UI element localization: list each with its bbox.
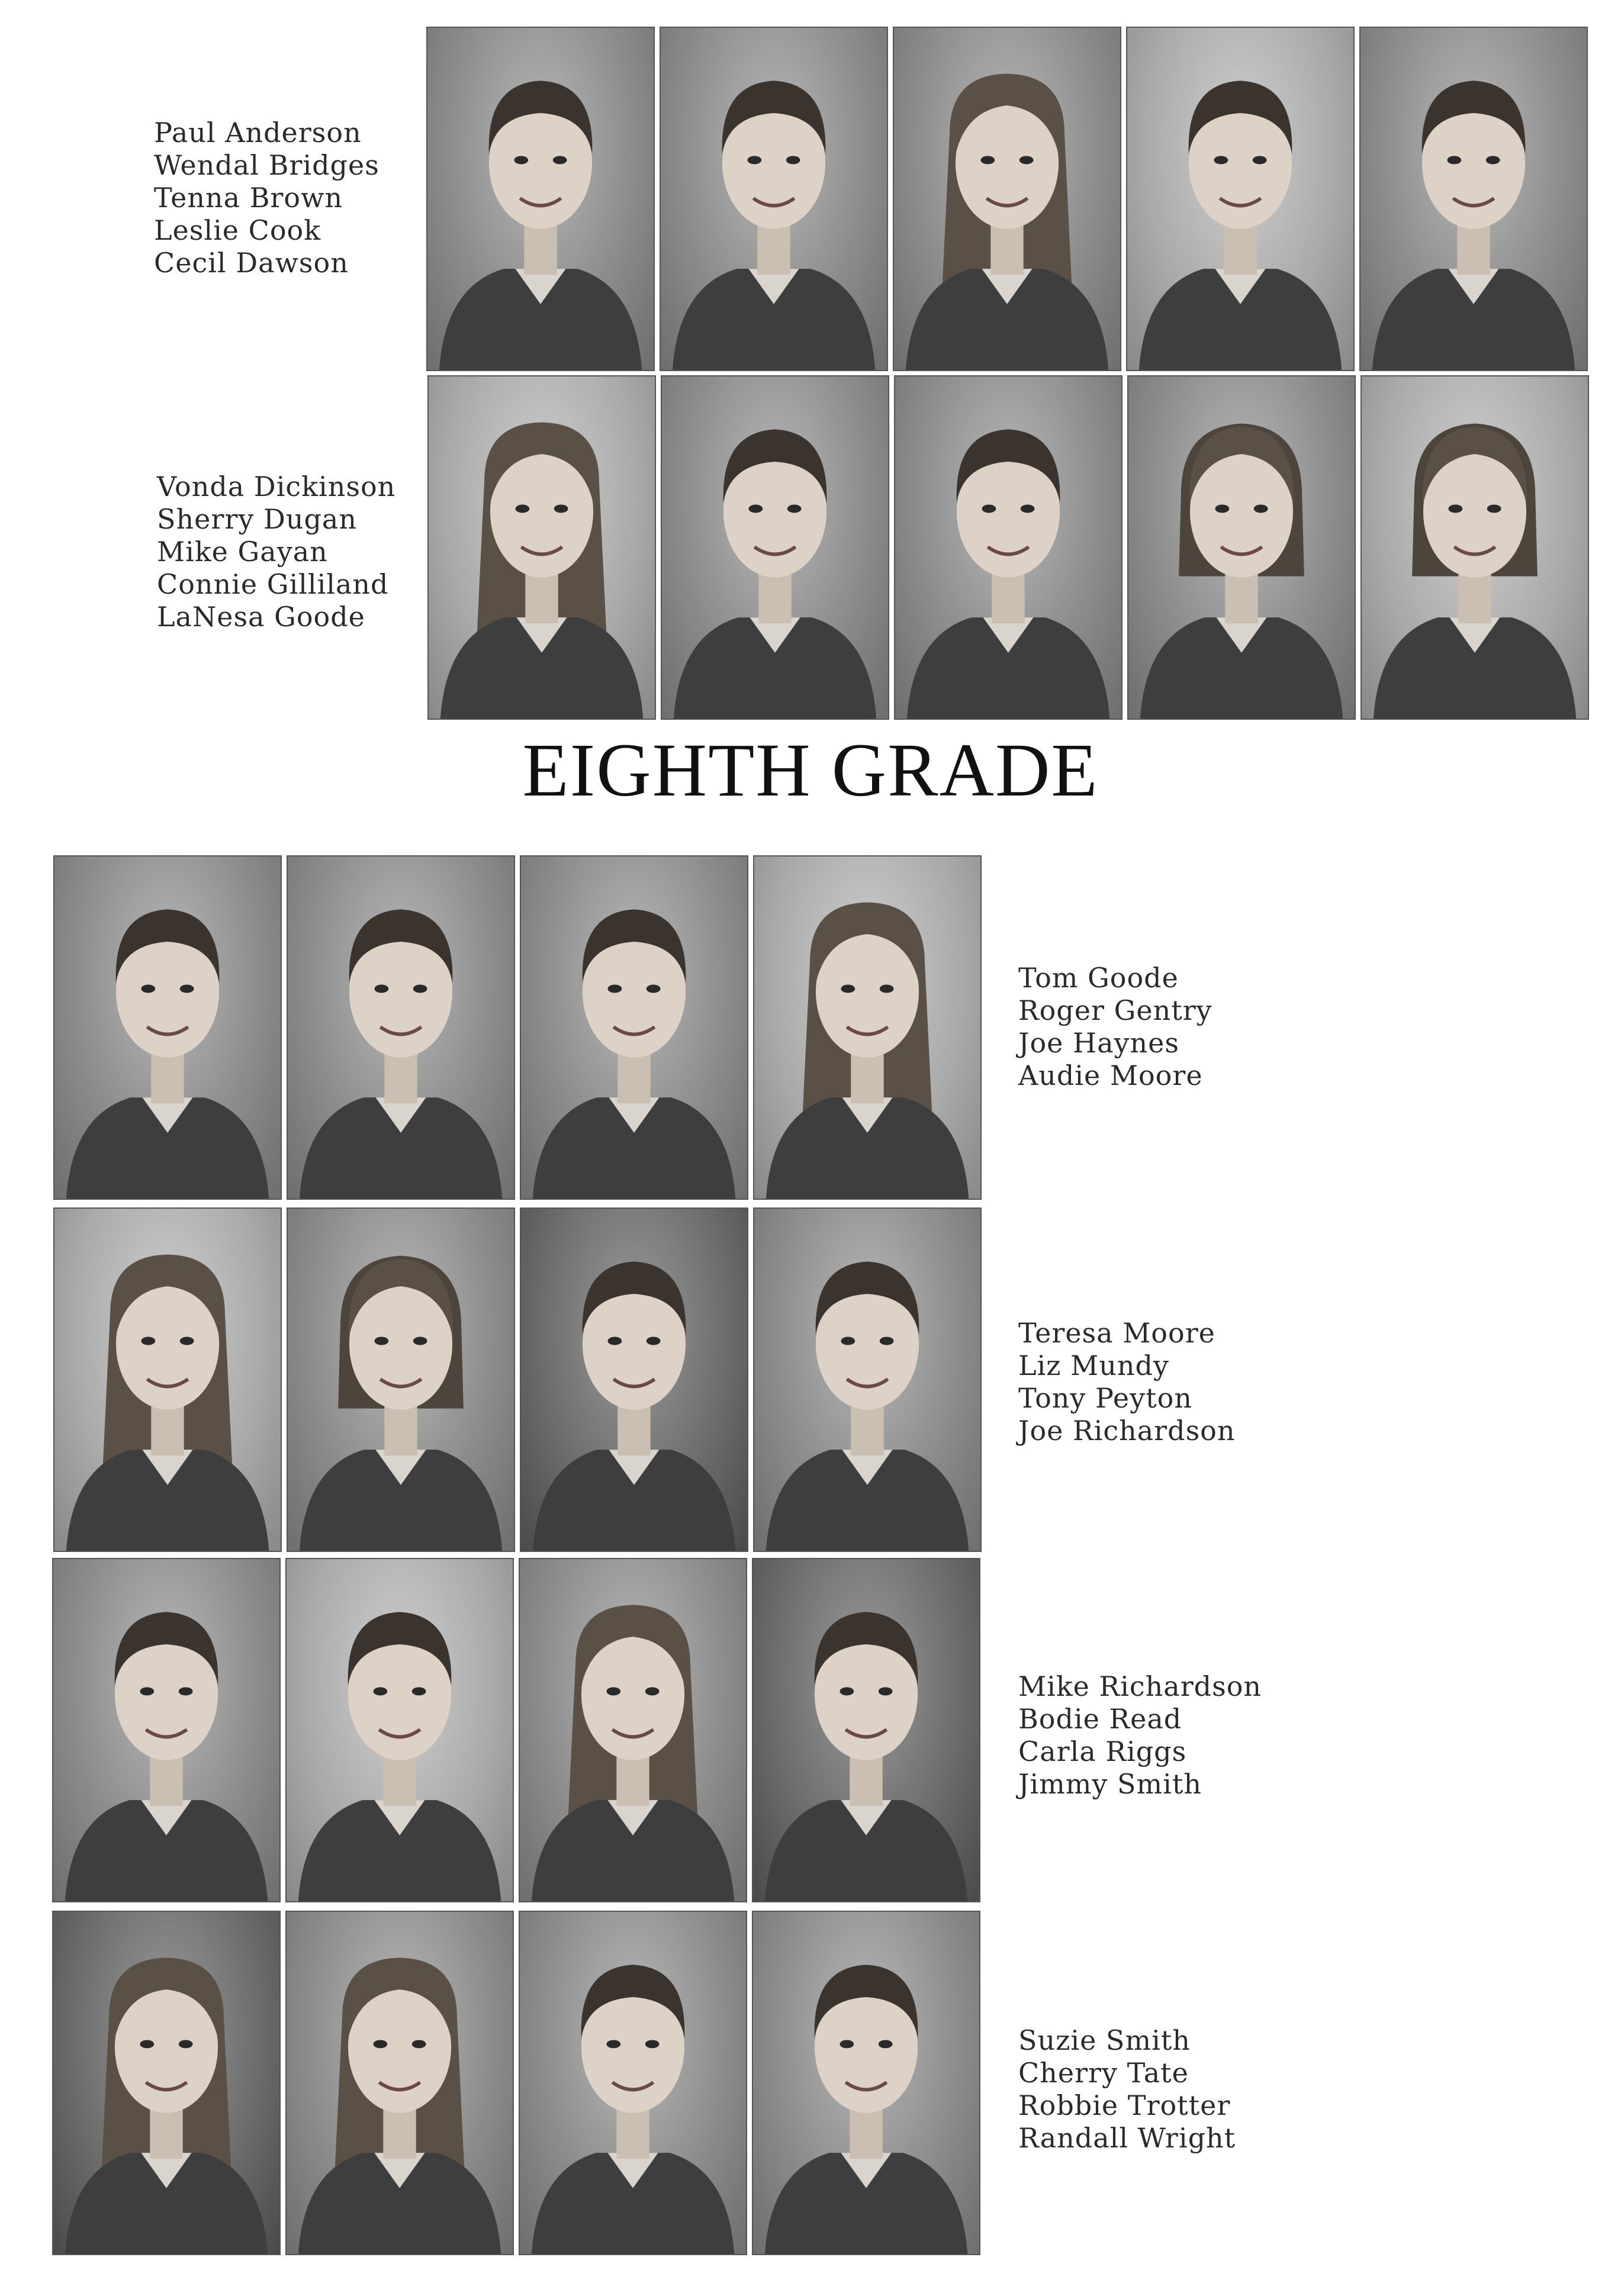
student-name: Roger Gentry — [1018, 994, 1212, 1026]
student-name: Teresa Moore — [1018, 1317, 1215, 1349]
student-name: Wendal Bridges — [154, 149, 379, 181]
student-portrait — [1126, 27, 1355, 371]
student-portrait — [287, 855, 515, 1200]
student-portrait — [52, 1558, 281, 1902]
student-portrait — [1127, 375, 1356, 720]
student-portrait — [894, 375, 1123, 720]
student-portrait — [520, 855, 748, 1200]
student-name: Liz Mundy — [1018, 1350, 1169, 1382]
student-name: Mike Gayan — [157, 536, 328, 568]
student-name: Randall Wright — [1018, 2122, 1236, 2154]
student-name: Mike Richardson — [1018, 1670, 1262, 1702]
student-portrait — [285, 1558, 514, 1902]
student-portrait — [752, 1558, 980, 1902]
student-portrait — [660, 27, 888, 371]
student-portrait — [426, 27, 655, 371]
name-list-group-5 — [1018, 1670, 1262, 1801]
student-portrait — [519, 1911, 747, 2255]
photo-row-5 — [52, 1558, 980, 1902]
student-name: Paul Anderson — [154, 117, 362, 149]
name-list-group-2 — [157, 471, 395, 633]
name-list-group-3 — [1018, 962, 1212, 1092]
student-portrait — [752, 1911, 980, 2255]
student-portrait — [287, 1207, 515, 1552]
photo-row-2 — [427, 375, 1589, 720]
page-title: EIGHTH GRADE — [522, 728, 1099, 812]
student-portrait — [520, 1207, 748, 1552]
student-name: Joe Haynes — [1018, 1027, 1179, 1059]
student-name: Vonda Dickinson — [157, 471, 396, 503]
name-list-group-1 — [154, 117, 379, 279]
student-portrait — [52, 1911, 281, 2255]
student-name: Audie Moore — [1018, 1060, 1203, 1091]
student-name: Tom Goode — [1018, 962, 1179, 994]
student-portrait — [1361, 375, 1589, 720]
student-name: Joe Richardson — [1018, 1415, 1236, 1447]
student-portrait — [427, 375, 656, 720]
student-name: Robbie Trotter — [1018, 2089, 1231, 2121]
student-name: LaNesa Goode — [157, 601, 365, 633]
student-name: Connie Gilliland — [157, 568, 389, 600]
student-name: Cecil Dawson — [154, 247, 349, 279]
student-portrait — [753, 855, 982, 1200]
student-name: Cherry Tate — [1018, 2057, 1189, 2089]
student-portrait — [53, 1207, 282, 1552]
student-name: Jimmy Smith — [1018, 1768, 1202, 1800]
student-name: Carla Riggs — [1018, 1735, 1187, 1767]
student-name: Tony Peyton — [1018, 1382, 1192, 1414]
student-portrait — [1359, 27, 1588, 371]
photo-row-6 — [52, 1911, 980, 2255]
student-portrait — [753, 1207, 982, 1552]
student-name: Suzie Smith — [1018, 2024, 1191, 2056]
student-name: Leslie Cook — [154, 214, 321, 246]
student-name: Sherry Dugan — [157, 503, 357, 535]
name-list-group-4 — [1018, 1317, 1236, 1447]
photo-row-1 — [426, 27, 1588, 371]
student-name: Bodie Read — [1018, 1703, 1182, 1735]
student-portrait — [893, 27, 1121, 371]
student-portrait — [53, 855, 282, 1200]
name-list-group-6 — [1018, 2024, 1236, 2155]
student-portrait — [285, 1911, 514, 2255]
photo-row-3 — [53, 855, 982, 1200]
student-portrait — [519, 1558, 747, 1902]
student-portrait — [661, 375, 889, 720]
photo-row-4 — [53, 1207, 982, 1552]
student-name: Tenna Brown — [154, 182, 343, 214]
